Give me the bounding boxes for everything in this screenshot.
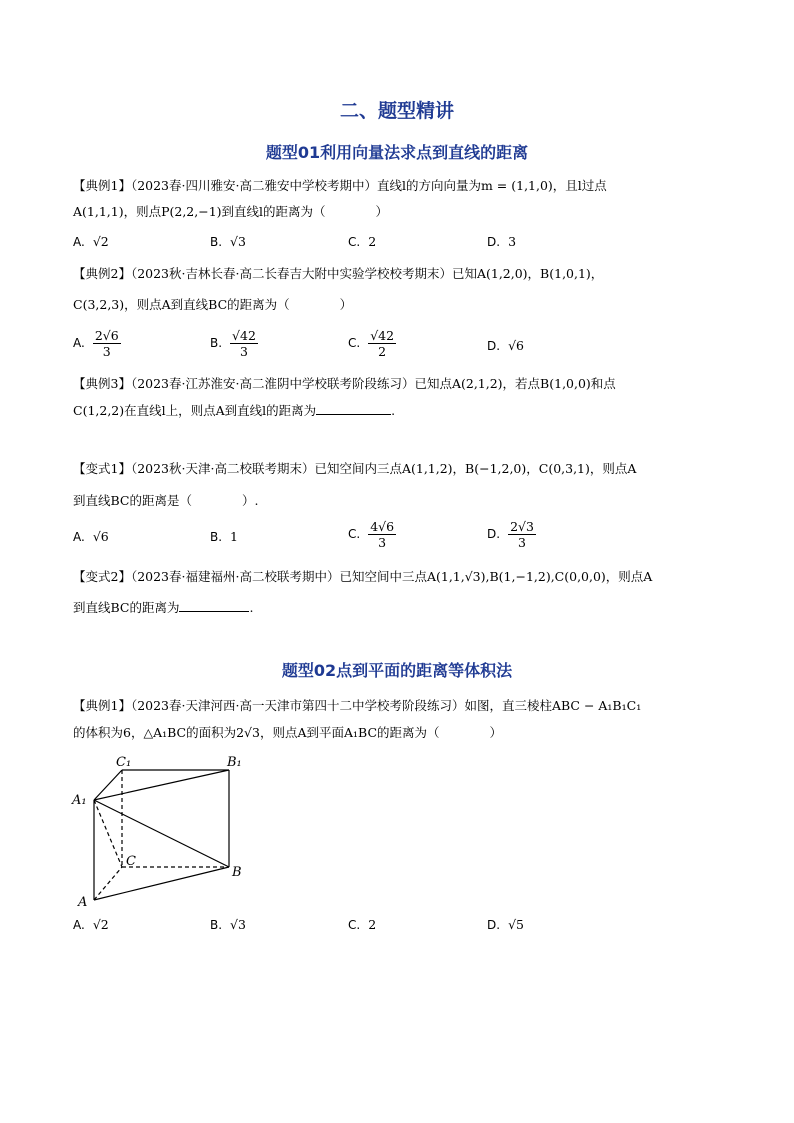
- s2-ex1-option-a[interactable]: A. √2: [73, 917, 109, 932]
- s2-ex1-option-d[interactable]: D. √5: [487, 917, 524, 932]
- edge-ab: [94, 867, 229, 900]
- var1-option-c[interactable]: C. $\frac{4√6}{3}$: [348, 519, 395, 550]
- label-c1: C₁: [116, 755, 132, 770]
- fraction: $\frac{√42}{2}$: [370, 328, 395, 359]
- ex3-line1: 【典例3】（2023春·江苏淮安·高二淮阴中学校联考阶段练习）已知点A(2,1,2)，若点B(1,0,0)和点: [73, 376, 616, 391]
- s2-ex1-option-b[interactable]: B. √3: [210, 917, 246, 932]
- ex2-line2: C(3,2,3)，则点A到直线BC的距离为（ ）: [73, 297, 353, 312]
- ex1-option-b[interactable]: B. √3: [210, 234, 246, 249]
- var1-option-b[interactable]: B. 1: [210, 529, 238, 544]
- ex1-line2: A(1,1,1)，则点P(2,2,−1)到直线l的距离为（ ）: [73, 204, 389, 219]
- var1-option-a[interactable]: A. √6: [73, 529, 109, 544]
- edge-a1b: [94, 800, 229, 867]
- label-c: C: [126, 854, 136, 869]
- var2-line2: 到直线BC的距离为 .: [73, 600, 254, 615]
- ex2-option-c[interactable]: C. $\frac{√42}{2}$: [348, 328, 395, 359]
- fraction: $\frac{2√6}{3}$: [94, 328, 119, 359]
- prism-figure: [70, 752, 260, 912]
- label-b1: B₁: [227, 755, 242, 770]
- ex1-line1: 【典例1】（2023春·四川雅安·高二雅安中学校考期中）直线l的方向向量为m = (1,1,0)，且l过点: [73, 178, 607, 193]
- var1-line1: 【变式1】（2023秋·天津·高二校联考期末）已知空间内三点A(1,1,2)，B(−1,2,0)，C(0,3,1)，则点A: [73, 461, 637, 476]
- label-a1: A₁: [72, 793, 87, 808]
- answer-blank[interactable]: [316, 414, 391, 415]
- fraction: $\frac{4√6}{3}$: [370, 519, 395, 550]
- section1-title: 题型01利用向量法求点到直线的距离: [265, 143, 529, 162]
- page-title: 二、题型精讲: [339, 100, 454, 122]
- ex2-line1: 【典例2】（2023秋·吉林长春·高二长春吉大附中实验学校校考期末）已知A(1,2,0)，B(1,0,1)，: [73, 266, 604, 281]
- var1-line2: 到直线BC的距离是（ ）.: [73, 493, 259, 508]
- ex1-option-d[interactable]: D. 3: [487, 234, 517, 249]
- var1-option-d[interactable]: D. $\frac{2√3}{3}$: [487, 519, 534, 550]
- s2-ex1-option-c[interactable]: C. 2: [348, 917, 377, 932]
- s2-ex1-line2: 的体积为6，△A₁BC的面积为2√3，则点A到平面A₁BC的距离为（ ）: [73, 725, 503, 740]
- answer-blank[interactable]: [179, 611, 249, 612]
- ex1-option-a[interactable]: A. √2: [73, 234, 109, 249]
- ex2-option-d[interactable]: D. √6: [487, 338, 524, 353]
- label-a: A: [78, 895, 88, 910]
- fraction: $\frac{√42}{3}$: [232, 328, 256, 359]
- label-b: B: [232, 865, 242, 880]
- edge-a1b1: [94, 770, 229, 800]
- s2-ex1-line1: 【典例1】（2023春·天津河西·高一天津市第四十二中学校考阶段练习）如图，直三棱柱ABC − A₁B₁C₁: [73, 698, 642, 713]
- ex1-option-c[interactable]: C. 2: [348, 234, 377, 249]
- fraction: $\frac{2√3}{3}$: [510, 519, 534, 550]
- ex2-option-b[interactable]: B. $\frac{√42}{3}$: [210, 328, 256, 359]
- edge-a1c1: [94, 770, 122, 800]
- var2-line1: 【变式2】（2023春·福建福州·高二校联考期中）已知空间中三点A(1,1,√3),B(1,−1,2),C(0,0,0)，则点A: [73, 569, 653, 584]
- edge-ac-hidden: [94, 867, 122, 900]
- section2-title: 题型02点到平面的距离等体积法: [281, 661, 513, 680]
- ex3-line2: C(1,2,2)在直线l上，则点A到直线l的距离为 .: [73, 403, 396, 418]
- edge-a1c-hidden: [94, 800, 122, 867]
- ex2-option-a[interactable]: A. $\frac{2√6}{3}$: [73, 328, 119, 359]
